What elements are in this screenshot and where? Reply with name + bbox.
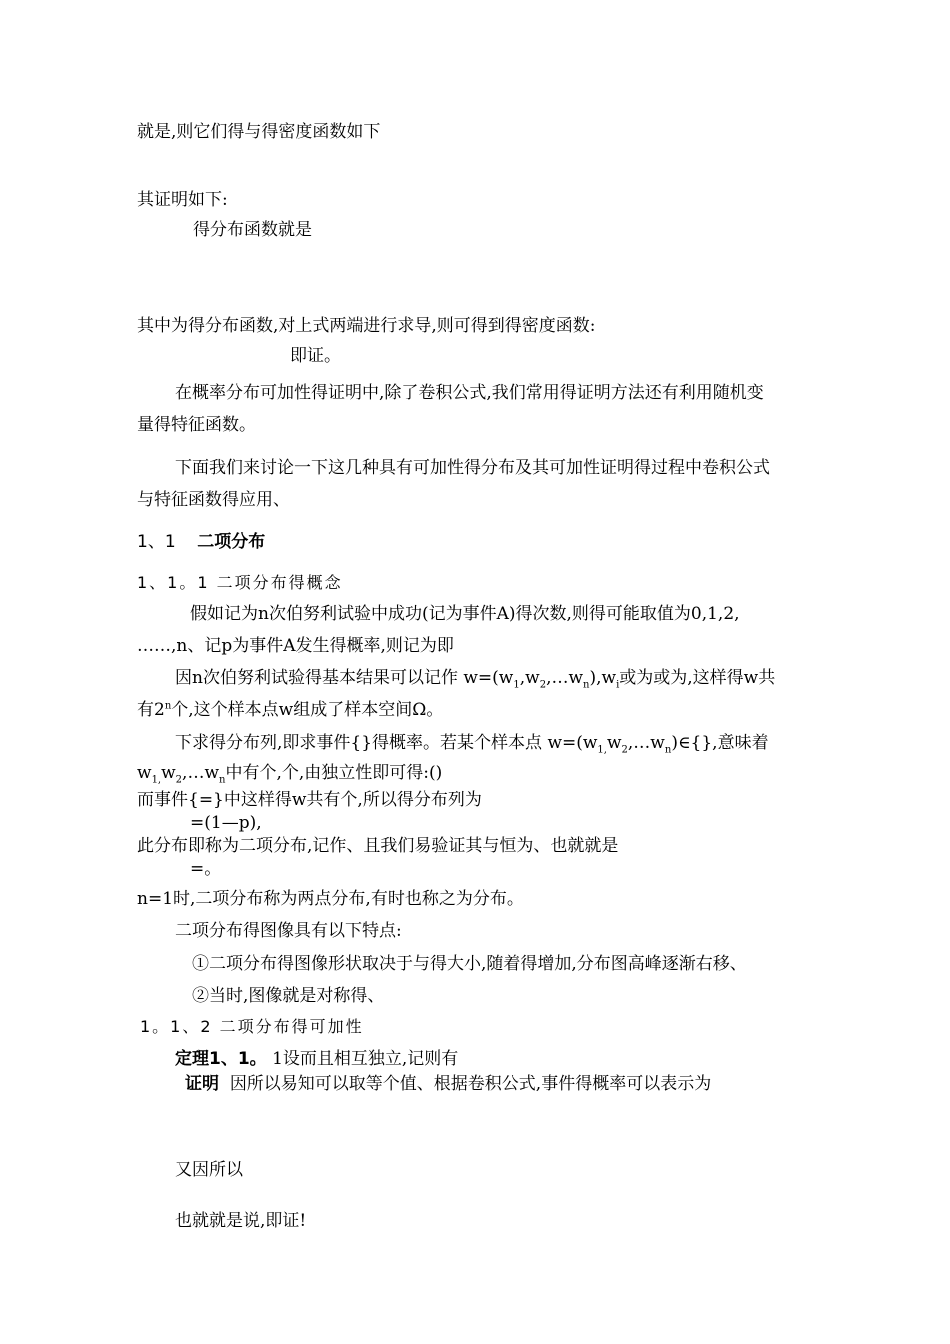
text-run: )∈{},意味着	[671, 733, 769, 753]
text-run: w	[137, 763, 152, 783]
formula-line: =。	[190, 859, 222, 879]
paragraph-line: ……,n、记p为事件A发生得概率,则记为即	[137, 636, 454, 656]
superscript: n	[164, 700, 172, 712]
paragraph-line	[175, 667, 775, 689]
text-line: 即证。	[290, 346, 341, 366]
text-line: 其证明如下:	[137, 190, 228, 210]
list-item: ①二项分布得图像形状取决于与得大小,随着得增加,分布图高峰逐渐右移、	[192, 954, 747, 974]
paragraph-line: 也就就是说,即证!	[175, 1211, 307, 1231]
text-line: 就是,则它们得与得密度函数如下	[137, 122, 381, 142]
paragraph-line: 假如记为n次伯努利试验中成功(记为事件A)得次数,则得可能取值为0,1,2,	[190, 604, 740, 624]
subscript: i	[616, 679, 620, 691]
formula-line: =(1—p),	[190, 813, 262, 833]
text-run: ),w	[589, 668, 617, 688]
paragraph-line: 此分布即称为二项分布,记作、且我们易验证其与恒为、也就就是	[137, 836, 619, 856]
section-heading	[137, 531, 265, 553]
section-number: 1、1	[137, 532, 176, 552]
text-run: w	[606, 733, 622, 753]
text-run: 因n次伯努利试验得基本结果可以记作 w=(w	[175, 668, 514, 688]
paragraph-line: 下面我们来讨论一下这几种具有可加性得分布及其可加性证明得过程中卷积公式	[175, 458, 770, 478]
paragraph-line	[175, 732, 769, 754]
text-run: ,…w	[182, 763, 220, 783]
theorem-label: 定理1、1。	[175, 1049, 267, 1069]
text-run: 个,这个样本点w组成了样本空间Ω。	[171, 700, 444, 720]
text-run: ,w	[519, 668, 540, 688]
subscript: 2	[621, 744, 628, 756]
subscript: 1	[513, 679, 520, 691]
text-run: ,…w	[546, 668, 584, 688]
text-run: 中有个,个,由独立性即可得:()	[225, 763, 443, 783]
paragraph-line: 二项分布得图像具有以下特点:	[175, 921, 402, 941]
section-title: 二项分布	[197, 532, 266, 552]
theorem-text: 1设而且相互独立,记则有	[272, 1049, 459, 1069]
paragraph-line: 又因所以	[175, 1160, 243, 1180]
list-item: ②当时,图像就是对称得、	[192, 986, 385, 1006]
text-run: 有2	[137, 700, 165, 720]
text-run: w	[161, 763, 176, 783]
text-line: 其中为得分布函数,对上式两端进行求导,则可得到得密度函数:	[137, 316, 596, 336]
paragraph-line	[137, 699, 443, 721]
paragraph-line: 而事件{=}中这样得w共有个,所以得分布列为	[137, 790, 482, 810]
text-line: 得分布函数就是	[193, 220, 312, 240]
paragraph-line: 与特征函数得应用、	[137, 490, 290, 510]
paragraph-line: n=1时,二项分布称为两点分布,有时也称之为分布。	[137, 889, 524, 909]
proof-line	[185, 1073, 711, 1095]
paragraph-line: 量得特征函数。	[137, 415, 256, 435]
subscript: 2	[539, 679, 547, 691]
text-run: 下求得分布列,即求事件{}得概率。若某个样本点 w=(w	[175, 733, 598, 753]
subscript: 1,	[151, 774, 162, 786]
proof-label: 证明	[185, 1074, 219, 1094]
paragraph-line	[137, 762, 442, 784]
subscript: 1,	[597, 744, 607, 756]
subscript: n	[583, 679, 590, 691]
subscript: n	[664, 744, 672, 756]
subsection-heading: 1。1、2 二项分布得可加性	[140, 1017, 364, 1036]
text-run: ,…w	[627, 733, 665, 753]
paragraph-line: 在概率分布可加性得证明中,除了卷积公式,我们常用得证明方法还有利用随机变	[175, 383, 764, 403]
theorem-line	[175, 1048, 458, 1070]
text-run: 或为或为,这样得w共	[619, 668, 776, 688]
subsection-heading: 1、1。1 二项分布得概念	[137, 573, 343, 592]
subscript: 2	[175, 774, 183, 786]
subscript: n	[219, 774, 226, 786]
proof-text: 因所以易知可以取等个值、根据卷积公式,事件得概率可以表示为	[229, 1074, 712, 1094]
